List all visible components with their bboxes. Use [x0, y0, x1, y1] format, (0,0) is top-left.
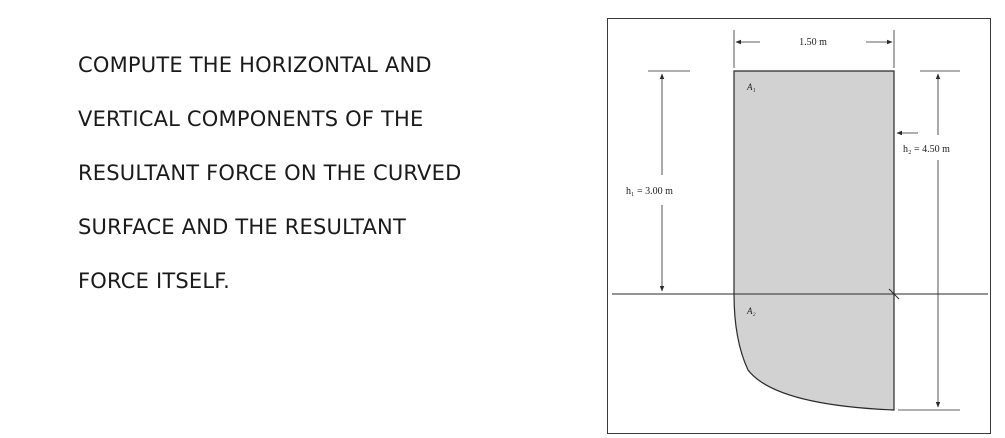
h2-label: h₂ = 4.50 m: [903, 144, 950, 155]
problem-line-1: COMPUTE THE HORIZONTAL AND: [78, 53, 432, 77]
area1-label: A₁: [747, 82, 756, 92]
problem-line-3: RESULTANT FORCE ON THE CURVED: [78, 161, 462, 185]
problem-line-4: SURFACE AND THE RESULTANT: [78, 215, 406, 239]
area2-label: A₂: [747, 306, 756, 316]
width-label: 1.50 m: [799, 37, 827, 48]
problem-line-2: VERTICAL COMPONENTS OF THE: [78, 107, 424, 131]
problem-line-5: FORCE ITSELF.: [78, 269, 231, 293]
fluid-region: [734, 71, 894, 410]
h1-label: h₁ = 3.00 m: [626, 186, 673, 197]
